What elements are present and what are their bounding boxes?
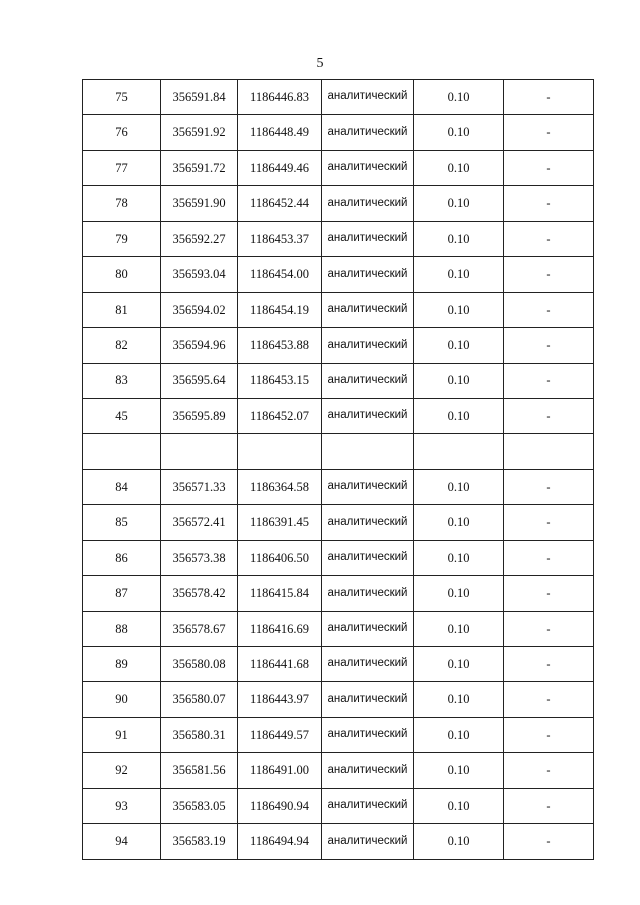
point-number-cell: 89	[83, 647, 161, 682]
y-coordinate-cell: 1186453.15	[238, 363, 322, 398]
note-cell: -	[504, 788, 594, 823]
accuracy-cell: 0.10	[414, 717, 504, 752]
y-coordinate-cell: 1186454.19	[238, 292, 322, 327]
note-cell: -	[504, 647, 594, 682]
accuracy-cell: 0.10	[414, 824, 504, 859]
accuracy-cell: 0.10	[414, 363, 504, 398]
y-coordinate-cell: 1186452.44	[238, 186, 322, 221]
method-cell: аналитический	[322, 505, 414, 540]
accuracy-cell: 0.10	[414, 328, 504, 363]
x-coordinate-cell: 356591.92	[161, 115, 238, 150]
x-coordinate-cell: 356593.04	[161, 257, 238, 292]
point-number-cell: 92	[83, 753, 161, 788]
point-number-cell: 85	[83, 505, 161, 540]
y-coordinate-cell: 1186446.83	[238, 80, 322, 115]
table-row	[83, 788, 594, 823]
note-cell: -	[504, 717, 594, 752]
accuracy-cell: 0.10	[414, 753, 504, 788]
point-number-cell: 86	[83, 540, 161, 575]
x-coordinate-cell: 356592.27	[161, 221, 238, 256]
table-row	[83, 115, 594, 150]
method-cell: аналитический	[322, 753, 414, 788]
x-coordinate-cell: 356591.72	[161, 150, 238, 185]
method-cell: аналитический	[322, 221, 414, 256]
y-coordinate-cell: 1186391.45	[238, 505, 322, 540]
note-cell: -	[504, 469, 594, 504]
x-coordinate-cell: 356580.07	[161, 682, 238, 717]
coordinates-table-body	[83, 80, 594, 860]
table-row	[83, 221, 594, 256]
note-cell: -	[504, 257, 594, 292]
point-number-cell: 94	[83, 824, 161, 859]
y-coordinate-cell: 1186406.50	[238, 540, 322, 575]
method-cell: аналитический	[322, 150, 414, 185]
table-row	[83, 292, 594, 327]
accuracy-cell: 0.10	[414, 292, 504, 327]
note-cell: -	[504, 186, 594, 221]
table-row	[83, 682, 594, 717]
y-coordinate-cell: 1186416.69	[238, 611, 322, 646]
table-row	[83, 717, 594, 752]
x-coordinate-cell: 356572.41	[161, 505, 238, 540]
point-number-cell: 75	[83, 80, 161, 115]
point-number-cell: 87	[83, 576, 161, 611]
x-coordinate-cell: 356580.31	[161, 717, 238, 752]
method-cell: аналитический	[322, 398, 414, 433]
note-cell: -	[504, 292, 594, 327]
method-cell: аналитический	[322, 469, 414, 504]
method-cell: аналитический	[322, 363, 414, 398]
method-cell: аналитический	[322, 611, 414, 646]
note-cell: -	[504, 824, 594, 859]
y-coordinate-cell: 1186494.94	[238, 824, 322, 859]
note-cell: -	[504, 398, 594, 433]
accuracy-cell: 0.10	[414, 80, 504, 115]
x-coordinate-cell: 356581.56	[161, 753, 238, 788]
y-coordinate-cell: 1186449.57	[238, 717, 322, 752]
accuracy-cell: 0.10	[414, 398, 504, 433]
x-coordinate-cell: 356583.05	[161, 788, 238, 823]
point-number-cell: 79	[83, 221, 161, 256]
y-coordinate-cell: 1186441.68	[238, 647, 322, 682]
x-coordinate-cell: 356578.67	[161, 611, 238, 646]
x-coordinate-cell: 356573.38	[161, 540, 238, 575]
method-cell: аналитический	[322, 682, 414, 717]
note-cell: -	[504, 540, 594, 575]
note-cell	[504, 434, 594, 469]
y-coordinate-cell: 1186454.00	[238, 257, 322, 292]
x-coordinate-cell: 356595.89	[161, 398, 238, 433]
accuracy-cell: 0.10	[414, 150, 504, 185]
accuracy-cell	[414, 434, 504, 469]
y-coordinate-cell: 1186490.94	[238, 788, 322, 823]
x-coordinate-cell: 356594.96	[161, 328, 238, 363]
method-cell: аналитический	[322, 717, 414, 752]
table-row	[83, 505, 594, 540]
coordinates-table	[82, 79, 594, 860]
y-coordinate-cell: 1186448.49	[238, 115, 322, 150]
accuracy-cell: 0.10	[414, 647, 504, 682]
method-cell: аналитический	[322, 186, 414, 221]
note-cell: -	[504, 753, 594, 788]
method-cell: аналитический	[322, 328, 414, 363]
point-number-cell: 77	[83, 150, 161, 185]
point-number-cell	[83, 434, 161, 469]
x-coordinate-cell: 356591.84	[161, 80, 238, 115]
y-coordinate-cell: 1186491.00	[238, 753, 322, 788]
x-coordinate-cell: 356591.90	[161, 186, 238, 221]
table-row	[83, 257, 594, 292]
note-cell: -	[504, 682, 594, 717]
table-row	[83, 540, 594, 575]
table-row	[83, 186, 594, 221]
point-number-cell: 93	[83, 788, 161, 823]
point-number-cell: 81	[83, 292, 161, 327]
point-number-cell: 76	[83, 115, 161, 150]
method-cell: аналитический	[322, 647, 414, 682]
point-number-cell: 88	[83, 611, 161, 646]
method-cell: аналитический	[322, 80, 414, 115]
x-coordinate-cell: 356578.42	[161, 576, 238, 611]
point-number-cell: 90	[83, 682, 161, 717]
point-number-cell: 91	[83, 717, 161, 752]
note-cell: -	[504, 221, 594, 256]
table-row	[83, 611, 594, 646]
table-row	[83, 328, 594, 363]
point-number-cell: 82	[83, 328, 161, 363]
y-coordinate-cell: 1186452.07	[238, 398, 322, 433]
accuracy-cell: 0.10	[414, 257, 504, 292]
y-coordinate-cell: 1186364.58	[238, 469, 322, 504]
point-number-cell: 45	[83, 398, 161, 433]
table-row	[83, 150, 594, 185]
note-cell: -	[504, 611, 594, 646]
table-row	[83, 469, 594, 504]
table-row	[83, 824, 594, 859]
x-coordinate-cell: 356595.64	[161, 363, 238, 398]
method-cell: аналитический	[322, 115, 414, 150]
table-row	[83, 647, 594, 682]
note-cell: -	[504, 80, 594, 115]
accuracy-cell: 0.10	[414, 115, 504, 150]
point-number-cell: 83	[83, 363, 161, 398]
note-cell: -	[504, 576, 594, 611]
table-row	[83, 753, 594, 788]
table-row	[83, 576, 594, 611]
table-row	[83, 434, 594, 469]
point-number-cell: 78	[83, 186, 161, 221]
x-coordinate-cell: 356583.19	[161, 824, 238, 859]
x-coordinate-cell: 356594.02	[161, 292, 238, 327]
method-cell: аналитический	[322, 540, 414, 575]
accuracy-cell: 0.10	[414, 540, 504, 575]
accuracy-cell: 0.10	[414, 682, 504, 717]
x-coordinate-cell: 356571.33	[161, 469, 238, 504]
note-cell: -	[504, 115, 594, 150]
y-coordinate-cell: 1186453.37	[238, 221, 322, 256]
table-row	[83, 398, 594, 433]
method-cell	[322, 434, 414, 469]
accuracy-cell: 0.10	[414, 576, 504, 611]
accuracy-cell: 0.10	[414, 788, 504, 823]
note-cell: -	[504, 505, 594, 540]
page-number: 5	[316, 56, 324, 71]
accuracy-cell: 0.10	[414, 611, 504, 646]
y-coordinate-cell: 1186415.84	[238, 576, 322, 611]
note-cell: -	[504, 328, 594, 363]
y-coordinate-cell: 1186443.97	[238, 682, 322, 717]
point-number-cell: 80	[83, 257, 161, 292]
accuracy-cell: 0.10	[414, 186, 504, 221]
method-cell: аналитический	[322, 824, 414, 859]
method-cell: аналитический	[322, 576, 414, 611]
method-cell: аналитический	[322, 788, 414, 823]
x-coordinate-cell: 356580.08	[161, 647, 238, 682]
method-cell: аналитический	[322, 257, 414, 292]
table-row	[83, 363, 594, 398]
x-coordinate-cell	[161, 434, 238, 469]
note-cell: -	[504, 363, 594, 398]
y-coordinate-cell: 1186449.46	[238, 150, 322, 185]
accuracy-cell: 0.10	[414, 221, 504, 256]
accuracy-cell: 0.10	[414, 469, 504, 504]
accuracy-cell: 0.10	[414, 505, 504, 540]
table-row	[83, 80, 594, 115]
point-number-cell: 84	[83, 469, 161, 504]
y-coordinate-cell	[238, 434, 322, 469]
note-cell: -	[504, 150, 594, 185]
y-coordinate-cell: 1186453.88	[238, 328, 322, 363]
method-cell: аналитический	[322, 292, 414, 327]
